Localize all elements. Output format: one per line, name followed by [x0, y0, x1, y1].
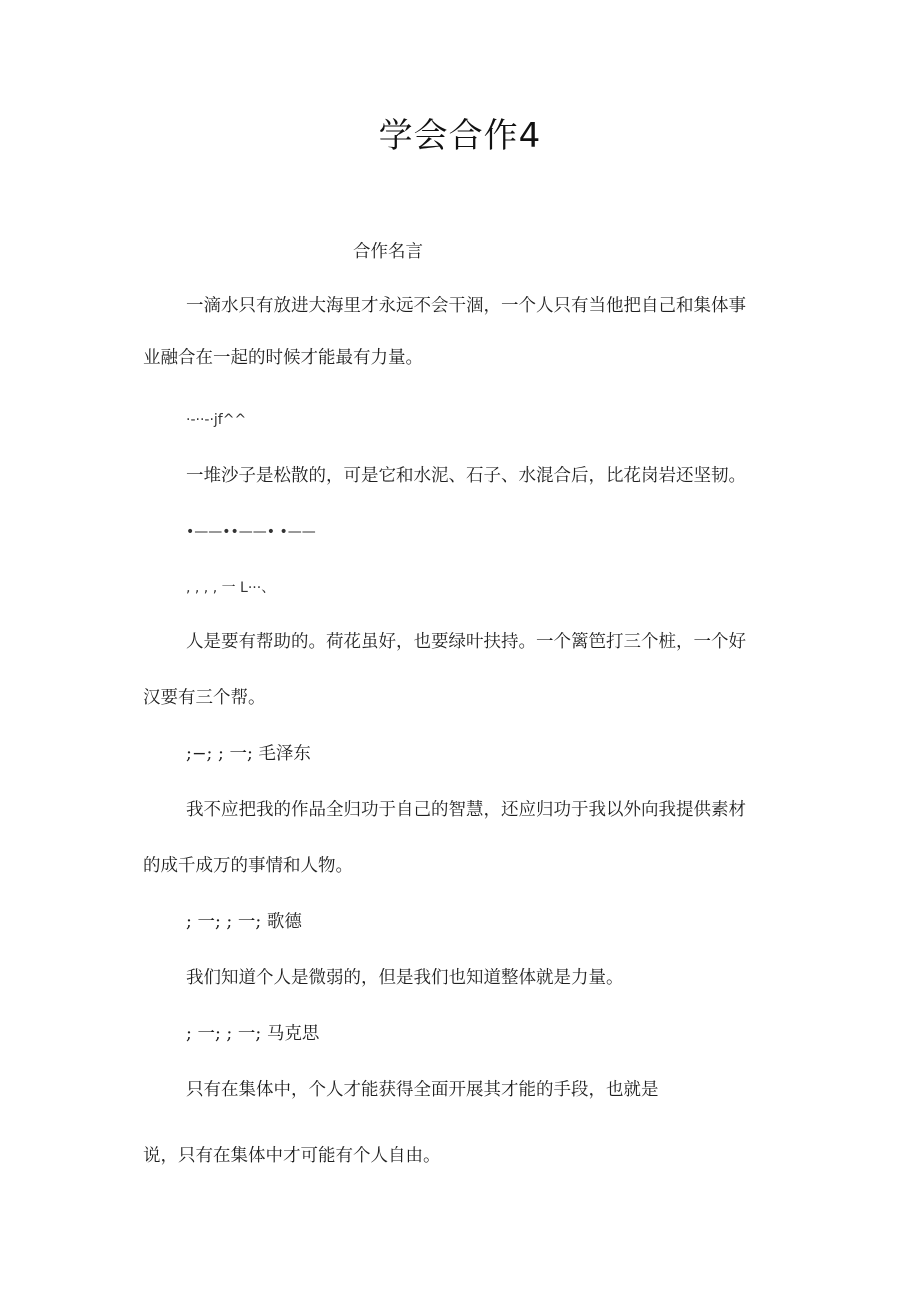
paragraph-line: 我们知道个人是微弱的，但是我们也知道整体就是力量。 [186, 968, 624, 988]
scan-artifact-line: , , , , 一 L···、 [186, 580, 276, 596]
paragraph-line: 人是要有帮助的。荷花虽好，也要绿叶扶持。一个篱笆打三个桩，一个好 [186, 632, 746, 652]
paragraph-line: 一堆沙子是松散的，可是它和水泥、石子、水混合后，比花岗岩还坚韧。 [186, 466, 746, 486]
attribution-line: ; 一; ; 一; 歌德 [186, 912, 302, 932]
section-heading: 合作名言 [353, 242, 423, 262]
attribution-line: ;−; ; 一; 毛泽东 [186, 744, 311, 764]
paragraph-line: 只有在集体中，个人才能获得全面开展其才能的手段，也就是 [186, 1080, 659, 1100]
scan-artifact-line: •——••——• •—— [186, 524, 316, 540]
paragraph-line: 一滴水只有放进大海里才永远不会干涸，一个人只有当他把自己和集体事 [186, 296, 746, 316]
scan-artifact-line: ·-··-·jf^^ [186, 412, 247, 428]
paragraph-line: 说，只有在集体中才可能有个人自由。 [143, 1146, 441, 1166]
document-title: 学会合作4 [378, 116, 542, 156]
attribution-line: ; 一; ; 一; 马克思 [186, 1024, 320, 1044]
paragraph-line: 我不应把我的作品全归功于自己的智慧，还应归功于我以外向我提供素材 [186, 800, 746, 820]
paragraph-line: 的成千成万的事情和人物。 [143, 856, 353, 876]
paragraph-line: 业融合在一起的时候才能最有力量。 [143, 348, 423, 368]
paragraph-line: 汉要有三个帮。 [143, 688, 266, 708]
